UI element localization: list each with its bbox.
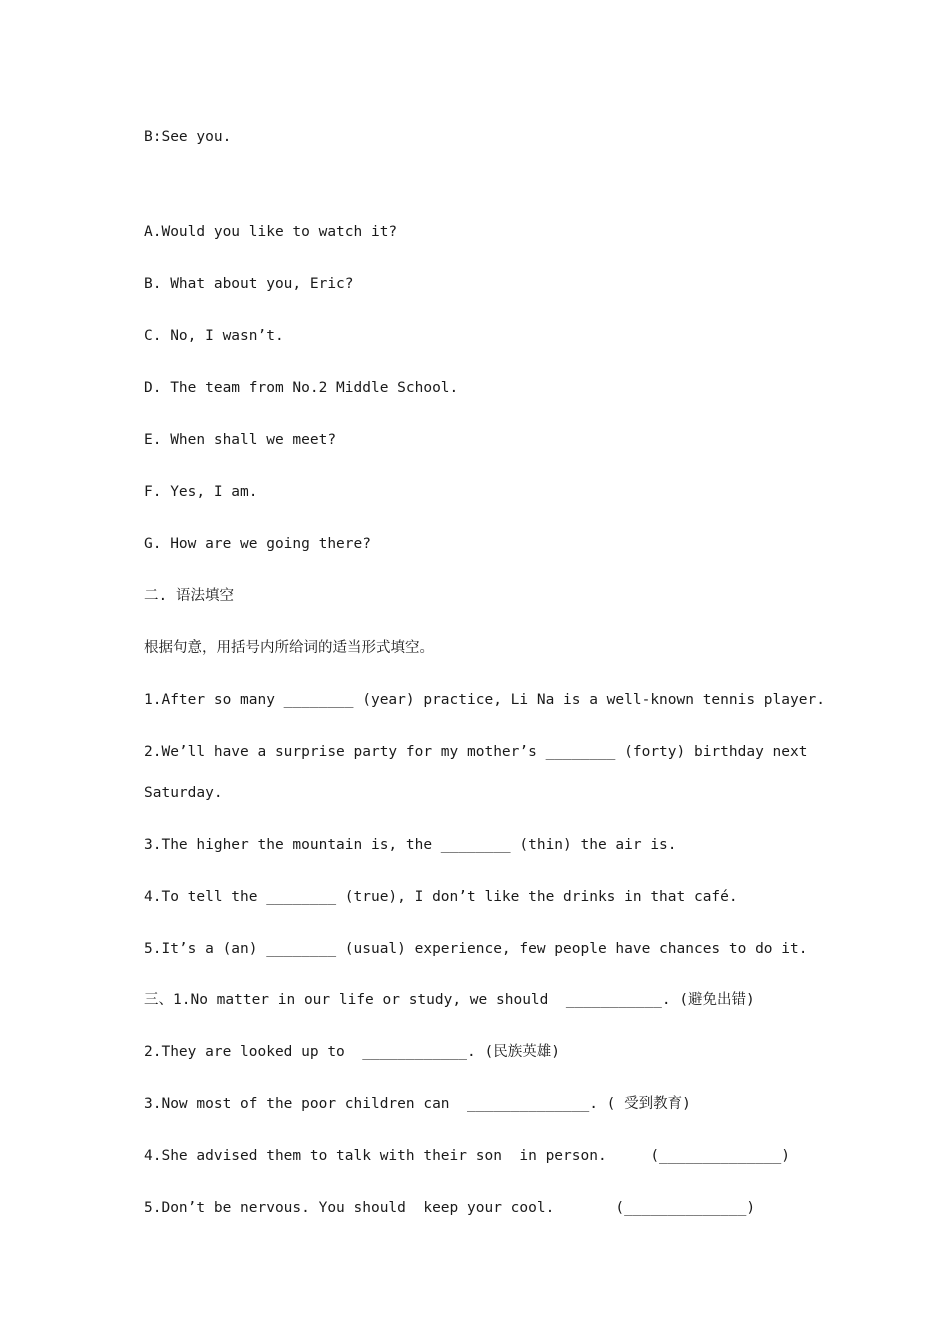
translation-question-4: 4.She advised them to talk with their son in person. (______________) bbox=[144, 1148, 791, 1164]
dialogue-end: B:See you. bbox=[144, 129, 232, 145]
grammar-question-2: 2.We’ll have a surprise party for my mother’s ________ (forty) birthday next bbox=[144, 744, 808, 760]
translation-question-3: 3.Now most of the poor children can ______________. ( 受到教育) bbox=[144, 1096, 691, 1112]
section-2-heading: 二. 语法填空 bbox=[144, 588, 234, 604]
option-b: B. What about you, Eric? bbox=[144, 276, 354, 292]
grammar-question-4: 4.To tell the ________ (true), I don’t like the drinks in that café. bbox=[144, 889, 738, 905]
option-f: F. Yes, I am. bbox=[144, 484, 258, 500]
grammar-question-1: 1.After so many ________ (year) practice, Li Na is a well-known tennis player. bbox=[144, 692, 825, 708]
option-a: A.Would you like to watch it? bbox=[144, 224, 398, 240]
translation-question-2: 2.They are looked up to ____________. (民族英雄) bbox=[144, 1044, 560, 1060]
translation-question-5: 5.Don’t be nervous. You should keep your cool. (______________) bbox=[144, 1200, 756, 1216]
grammar-question-2-continued: Saturday. bbox=[144, 785, 223, 801]
option-g: G. How are we going there? bbox=[144, 536, 371, 552]
option-d: D. The team from No.2 Middle School. bbox=[144, 380, 459, 396]
grammar-question-5: 5.It’s a (an) ________ (usual) experience, few people have chances to do it. bbox=[144, 941, 808, 957]
translation-question-1: 三、1.No matter in our life or study, we should ___________. (避免出错) bbox=[144, 992, 755, 1008]
option-e: E. When shall we meet? bbox=[144, 432, 337, 448]
grammar-question-3: 3.The higher the mountain is, the ________ (thin) the air is. bbox=[144, 837, 677, 853]
section-2-instruction: 根据句意，用括号内所给词的适当形式填空。 bbox=[144, 640, 434, 656]
option-c: C. No, I wasn’t. bbox=[144, 328, 284, 344]
